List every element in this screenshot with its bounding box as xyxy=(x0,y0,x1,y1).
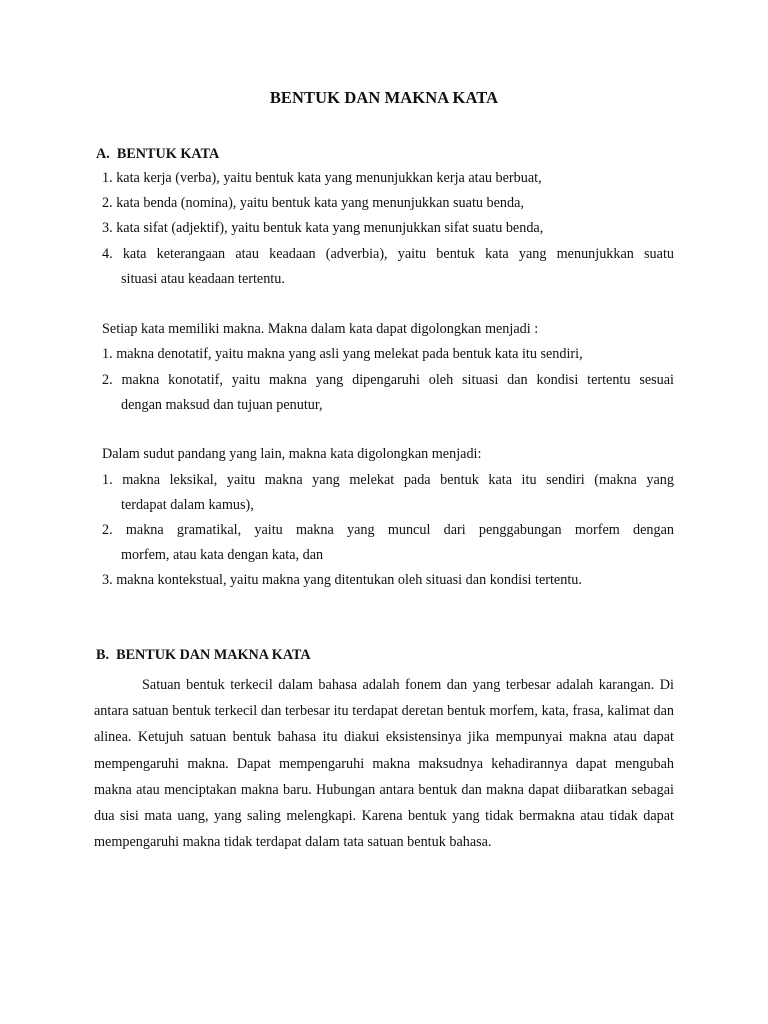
makna-item-2-cont: dengan maksud dan tujuan penutur, xyxy=(121,397,323,413)
sudut-item-1-cont: terdapat dalam kamus), xyxy=(121,497,254,513)
bentuk-item-3: 3. kata sifat (adjektif), yaitu bentuk kata yang menunjukkan sifat suatu benda, xyxy=(102,220,544,236)
page-title: BENTUK DAN MAKNA KATA xyxy=(269,88,499,107)
bentuk-item-1: 1. kata kerja (verba), yaitu bentuk kata yang menunjukkan kerja atau berbuat, xyxy=(102,170,542,186)
bentuk-item-4: 4. kata keterangaan atau keadaan (adverbia), yaitu bentuk kata yang menunjukkan suatu xyxy=(102,246,674,262)
sudut-item-2: 2. makna gramatikal, yaitu makna yang muncul dari penggabungan morfem dengan xyxy=(102,522,674,538)
bentuk-item-4-cont: situasi atau keadaan tertentu. xyxy=(121,271,285,287)
makna-item-2: 2. makna konotatif, yaitu makna yang dipengaruhi oleh situasi dan kondisi tertentu sesuai xyxy=(102,372,674,388)
sudut-intro: Dalam sudut pandang yang lain, makna kata digolongkan menjadi: xyxy=(102,446,482,462)
section-b-heading: B. BENTUK DAN MAKNA KATA xyxy=(96,647,311,663)
bentuk-item-2: 2. kata benda (nomina), yaitu bentuk kata yang menunjukkan suatu benda, xyxy=(102,195,524,211)
sudut-item-1: 1. makna leksikal, yaitu makna yang melekat pada bentuk kata itu sendiri (makna yang xyxy=(102,472,674,488)
makna-item-1: 1. makna denotatif, yaitu makna yang asli yang melekat pada bentuk kata itu sendiri, xyxy=(102,346,583,362)
section-b-paragraph-text: Satuan bentuk terkecil dalam bahasa adalah fonem dan yang terbesar adalah karangan. Di antara satuan bentuk terkecil dan terbesar itu terdapat deretan bentuk morfem, kata, frasa, kalimat dan alinea. Ketujuh satuan bentuk bahasa itu diakui eksistensinya jika mempunyai makna atau dapat mempengaruhi makna. Dapat mempengaruhi makna maksudnya kehadirannya dapat mengubah makna atau menciptakan makna baru. Hubungan antara bentuk dan makna dapat diibaratkan sebagai dua sisi mata uang, yang saling melengkapi. Karena bentuk yang tidak bermakna atau tidak dapat mempengaruhi makna tidak terdapat dalam tata satuan bentuk bahasa. xyxy=(94,677,674,851)
makna-intro: Setiap kata memiliki makna. Makna dalam kata dapat digolongkan menjadi : xyxy=(102,321,539,337)
sudut-item-3: 3. makna kontekstual, yaitu makna yang ditentukan oleh situasi dan kondisi tertentu. xyxy=(102,572,582,588)
sudut-item-2-cont: morfem, atau kata dengan kata, dan xyxy=(121,547,324,563)
section-b-paragraph xyxy=(94,672,674,855)
section-a-heading: A. BENTUK KATA xyxy=(96,146,220,162)
